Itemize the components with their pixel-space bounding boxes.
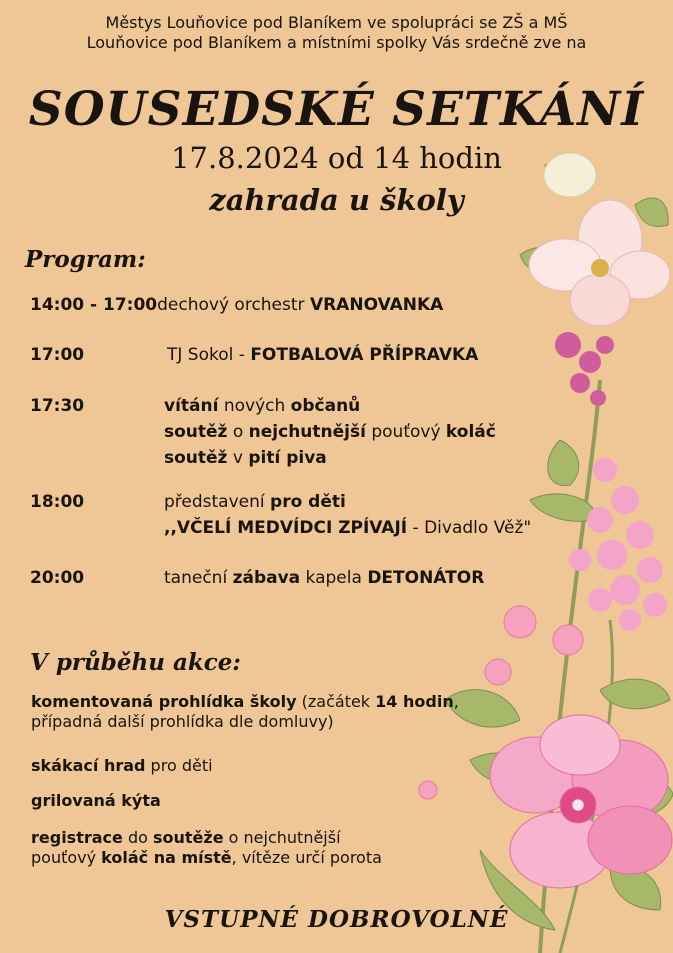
text-segment: pouťový — [365, 422, 446, 442]
flower-icon — [529, 153, 670, 326]
text-segment: 14 hodin — [375, 692, 454, 711]
text-line — [31, 791, 161, 811]
text-segment: koláč — [445, 422, 496, 442]
text-segment: kapela — [300, 568, 368, 588]
program-heading: Program: — [25, 246, 146, 273]
program-item — [30, 292, 443, 318]
text-segment: ,,VČELÍ MEDVÍDCI ZPÍVAJÍ — [164, 518, 408, 538]
text-segment: dechový orchestr — [157, 295, 310, 315]
text-segment: o nejchutnější — [223, 828, 341, 847]
text-segment: taneční — [164, 568, 233, 588]
text-segment: občanů — [290, 396, 361, 416]
flower-icon — [569, 458, 667, 631]
text-segment: VRANOVANKA — [309, 295, 444, 315]
intro-line: Městys Louňovice pod Blaníkem ve spolupráci se ZŠ a MŠ — [105, 13, 568, 32]
text-line — [157, 292, 443, 318]
entry-fee: VSTUPNÉ DOBROVOLNÉ — [164, 906, 509, 933]
text-segment: , — [453, 692, 459, 711]
during-item — [31, 828, 382, 868]
text-line — [167, 342, 478, 368]
text-line — [164, 515, 531, 541]
program-time: 20:00 — [30, 568, 85, 588]
text-line — [164, 565, 484, 591]
text-segment: soutěž — [164, 422, 228, 442]
text-segment: vítání — [164, 396, 219, 416]
text-segment: (začátek — [296, 692, 376, 711]
event-date: 17.8.2024 od 14 hodin — [171, 141, 502, 175]
text-segment: pro děti — [145, 756, 213, 775]
program-description — [164, 489, 531, 541]
text-segment: do — [122, 828, 153, 847]
text-segment: DETONÁTOR — [367, 568, 485, 588]
text-segment: případná další prohlídka dle domluvy) — [31, 712, 334, 731]
program-time: 17:30 — [30, 396, 85, 416]
during-item — [31, 756, 213, 776]
text-line — [31, 848, 382, 868]
intro-line: Louňovice pod Blaníkem a místními spolky Vás srdečně zve na — [86, 33, 587, 52]
text-line — [31, 712, 459, 732]
text-line — [31, 692, 459, 712]
text-line — [164, 393, 496, 419]
text-segment: FOTBALOVÁ PŘÍPRAVKA — [250, 345, 479, 365]
text-segment: nejchutnější — [248, 422, 366, 442]
invitation-intro — [0, 13, 673, 53]
text-segment: zábava — [232, 568, 301, 588]
program-description — [164, 393, 496, 471]
text-segment: soutěže — [153, 828, 224, 847]
text-segment: registrace — [31, 828, 123, 847]
text-segment: představení — [164, 492, 271, 512]
during-item — [31, 791, 161, 811]
event-title: SOUSEDSKÉ SETKÁNÍ — [28, 82, 645, 137]
during-heading: V průběhu akce: — [30, 649, 241, 676]
text-segment: TJ Sokol - — [167, 345, 251, 365]
text-line — [164, 489, 531, 515]
text-segment: v — [227, 448, 249, 468]
text-segment: o — [227, 422, 249, 442]
text-line — [164, 445, 496, 471]
during-item — [31, 692, 459, 732]
text-segment: pro děti — [270, 492, 346, 512]
text-segment: komentovaná prohlídka školy — [31, 692, 297, 711]
program-description — [167, 342, 478, 368]
text-segment: pití piva — [248, 448, 327, 468]
text-segment: pouťový — [31, 848, 102, 867]
text-segment: koláč na místě — [101, 848, 232, 867]
text-line — [31, 756, 213, 776]
text-segment: soutěž — [164, 448, 228, 468]
program-time: 17:00 — [30, 345, 85, 365]
hibiscus-icon — [490, 715, 672, 888]
flower-icon — [555, 332, 614, 406]
text-line — [164, 419, 496, 445]
text-line — [31, 828, 382, 848]
program-time: 18:00 — [30, 492, 85, 512]
program-description — [164, 565, 484, 591]
text-segment: nových — [218, 396, 291, 416]
program-description — [157, 292, 443, 318]
text-segment: - Divadlo Věž" — [407, 518, 532, 538]
text-segment: skákací hrad — [31, 756, 146, 775]
event-venue: zahrada u školy — [209, 183, 464, 217]
program-time: 14:00 - 17:00 — [30, 295, 158, 315]
text-segment: , vítěze určí porota — [231, 848, 382, 867]
text-segment: grilovaná kýta — [31, 791, 161, 810]
